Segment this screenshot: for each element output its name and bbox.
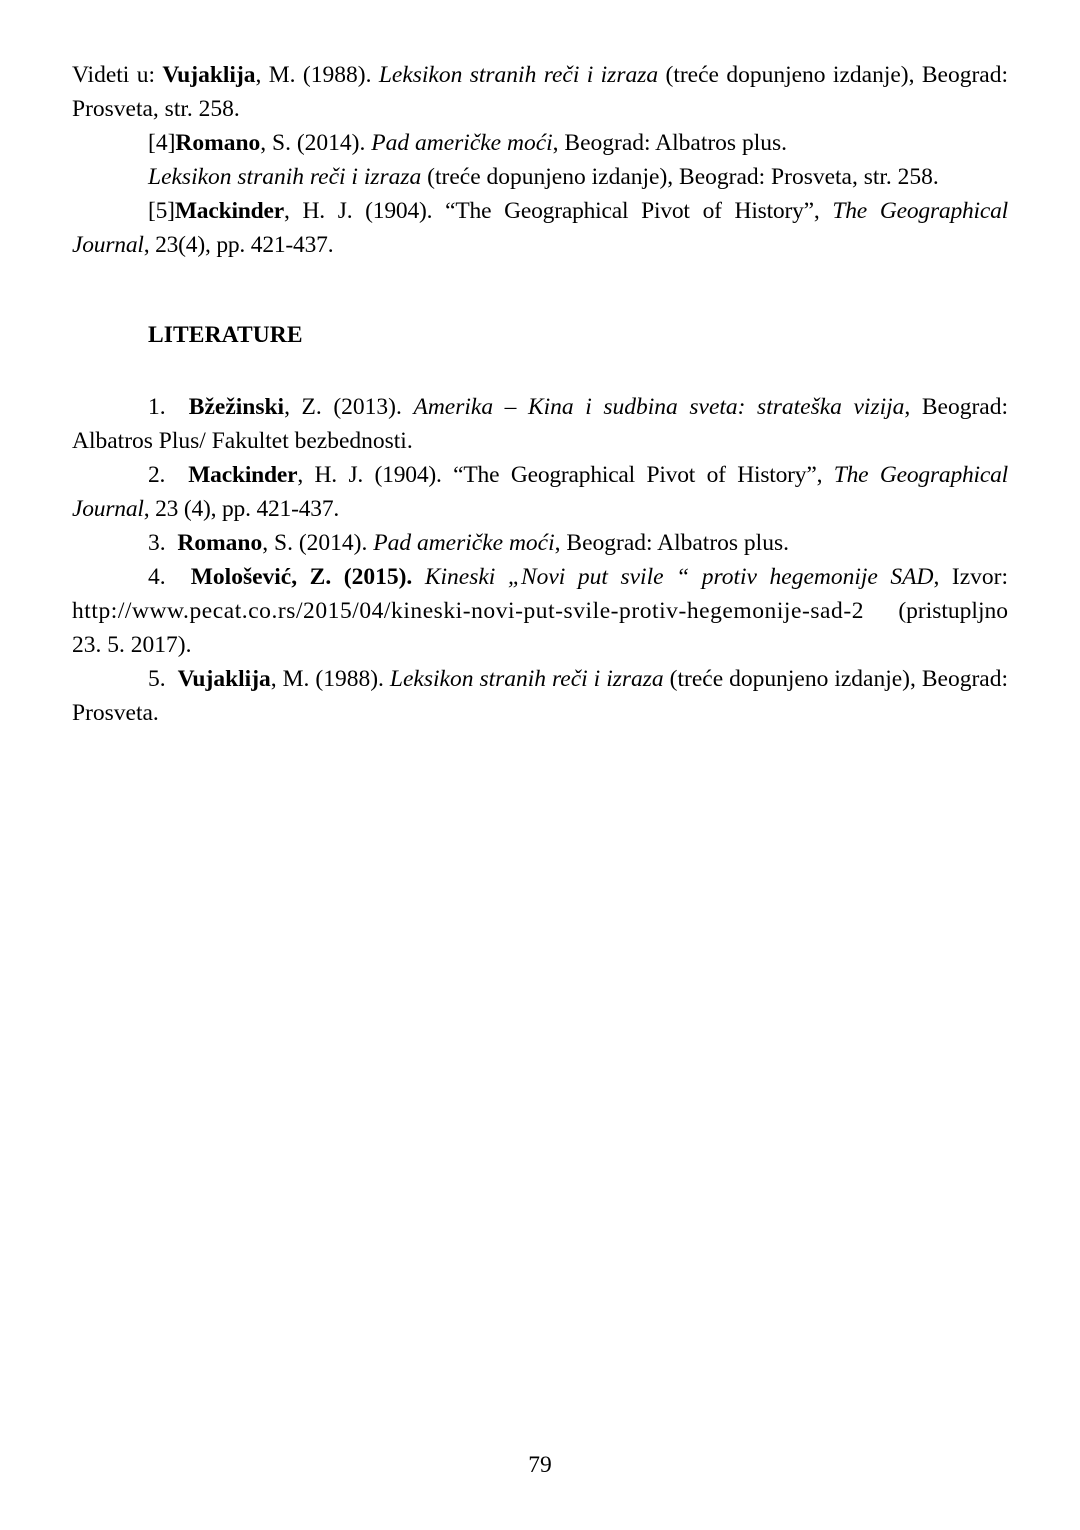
item-title: The Geographical Journal xyxy=(72,462,1009,522)
item-mid1: , S. (2014). xyxy=(262,530,374,556)
literature-item xyxy=(72,458,1008,526)
footnote-mid2: (treće dopunjeno izdanje), Beograd: Prosveta, str. 258. xyxy=(72,62,1008,122)
footnote-mid1: , S. (2014). xyxy=(260,130,372,156)
item-tail: (pristupljno 23. 5. 2017). xyxy=(72,598,1008,658)
footnote-journal: The Geographical Journal xyxy=(72,198,1008,258)
footnote-5 xyxy=(72,194,1008,262)
footnote-mid1: , M. (1988). xyxy=(255,62,379,88)
item-author: Romano xyxy=(177,530,263,556)
footnote-title: Pad američke moći xyxy=(371,130,553,156)
item-mid1: , M. (1988). xyxy=(270,666,390,692)
item-author: Mackinder xyxy=(188,462,298,488)
footnote-rest: (treće dopunjeno izdanje), Beograd: Prosveta, str. 258. xyxy=(421,164,939,190)
item-mid1: , H. J. (1904). “The Geographical Pivot of History”, xyxy=(297,462,834,488)
item-number: 1. xyxy=(148,394,166,420)
footnote-mid2: , Beograd: Albatros plus. xyxy=(552,130,787,156)
footnote-mid1: , H. J. (1904). “The Geographical Pivot of History”, xyxy=(283,198,833,224)
item-mid1: , Z. (2013). xyxy=(284,394,414,420)
footnote-author: Mackinder xyxy=(174,198,284,224)
item-number: 2. xyxy=(148,462,166,488)
item-url[interactable]: http://www.pecat.co.rs/2015/04/kineski-novi-put-svile-protiv-hegemonije-sad-2 xyxy=(72,598,865,624)
item-number: 5. xyxy=(148,666,166,692)
footnote-4 xyxy=(72,126,1008,160)
literature-item xyxy=(72,662,1008,730)
footnote-marker: [4] xyxy=(148,130,176,156)
item-title: Kineski „Novi put svile “ protiv hegemonije SAD xyxy=(424,564,934,590)
item-mid2: , Beograd: Albatros Plus/ Fakultet bezbednosti. xyxy=(72,394,1008,454)
footnote-author: Romano xyxy=(175,130,261,156)
page-content xyxy=(72,58,1008,730)
footnote-title: Leksikon stranih reči i izraza xyxy=(378,62,659,88)
literature-item xyxy=(72,560,1008,662)
footnote-videti xyxy=(72,58,1008,126)
literature-item xyxy=(72,390,1008,458)
item-mid2: , 23 (4), pp. 421-437. xyxy=(143,496,340,522)
item-title: Pad američke moći xyxy=(373,530,555,556)
footnote-lead: Videti u: xyxy=(72,62,163,88)
footnote-title: Leksikon stranih reči i izraza xyxy=(148,164,422,190)
item-number: 4. xyxy=(148,564,166,590)
footnote-author: Vujaklija xyxy=(162,62,256,88)
item-mid2: , Beograd: Albatros plus. xyxy=(554,530,789,556)
footnote-4b xyxy=(72,160,1008,194)
item-title: Leksikon stranih reči i izraza xyxy=(389,666,664,692)
item-mid1 xyxy=(412,564,425,590)
item-author: Bžežinski xyxy=(188,394,285,420)
item-title: Amerika – Kina i sudbina sveta: strateška vizija xyxy=(413,394,905,420)
literature-item xyxy=(72,526,1008,560)
footnote-marker: [5] xyxy=(148,198,175,224)
item-author: Mološević, Z. (2015). xyxy=(190,564,413,590)
item-mid2: (treće dopunjeno izdanje), Beograd: Prosveta. xyxy=(72,666,1008,726)
item-number: 3. xyxy=(148,530,166,556)
item-mid2: , Izvor: xyxy=(933,564,1009,590)
item-author: Vujaklija xyxy=(177,666,271,692)
section-heading-literature: LITERATURE xyxy=(148,322,303,348)
footnote-mid2: , 23(4), pp. 421-437. xyxy=(143,232,334,258)
page-number: 79 xyxy=(528,1452,552,1478)
